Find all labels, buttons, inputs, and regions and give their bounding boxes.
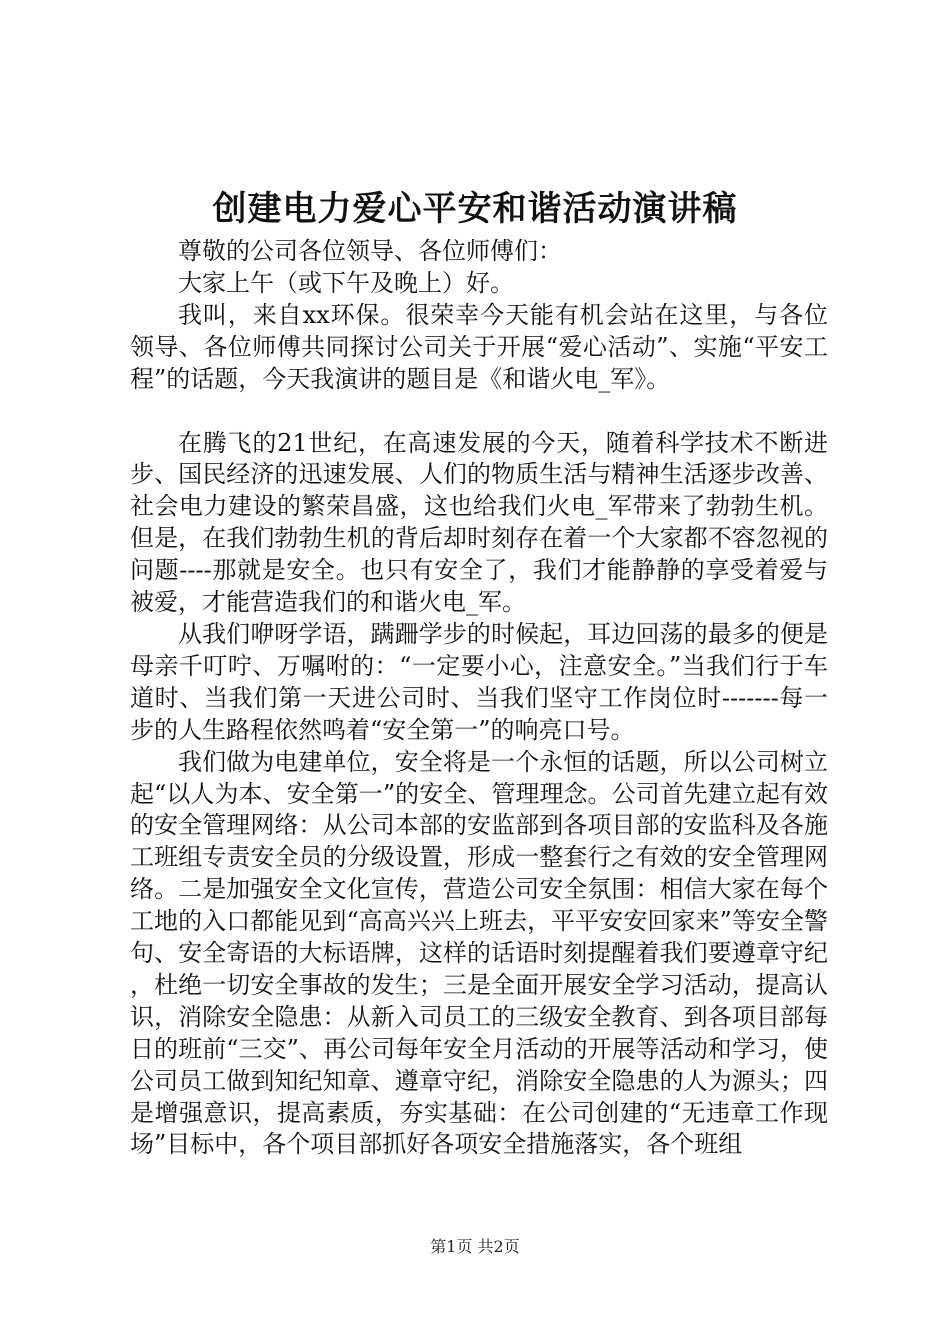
document-title: 创建电力爱心平安和谐活动演讲稿 — [212, 189, 738, 229]
greeting-paragraph: 大家上午（或下午及晚上）好。 — [178, 268, 514, 297]
body-paragraph: 从我们咿呀学语，蹒跚学步的时候起，耳边回荡的最多的便是母亲千叮咛、万嘱咐的：“一定要小心，注意安全。”当我们行于车道时、当我们第一天进公司时、当我们坚守工作岗位时-------每一步的人生路程依然鸣着“安全第一”的响亮口号。 — [130, 619, 828, 744]
body-paragraph: 我们做为电建单位，安全将是一个永恒的话题，所以公司树立起“以人为本、安全第一”的安全、管理理念。公司首先建立起有效的安全管理网络：从公司本部的安监部到各项目部的安监科及各施工班组专责安全员的分级设置，形成一整套行之有效的安全管理网络。二是加强安全文化宣传，营造公司安全氛围：相信大家在每个工地的入口都能见到“高高兴兴上班去，平平安安回家来”等安全警句、安全寄语的大标语牌，这样的话语时刻提醒着我们要遵章守纪，杜绝一切安全事故的发生；三是全面开展安全学习活动，提高认识，消除安全隐患：从新入司员工的三级安全教育、到各项目部每日的班前“三交”、再公司每年安全月活动的开展等活动和学习，使公司员工做到知纪知章、遵章守纪，消除安全隐患的人为源头；四是增强意识，提高素质，夯实基础：在公司创建的“无违章工作现场”目标中，各个项目部抓好各项安全措施落实，各个班组 — [130, 747, 828, 1159]
body-paragraph: 在腾飞的21世纪，在高速发展的今天，随着科学技术不断进步、国民经济的迅速发展、人们的物质生活与精神生活逐步改善、社会电力建设的繁荣昌盛，这也给我们火电_军带来了勃勃生机。但是，在我们勃勃生机的背后却时刻存在着一个大家都不容忽视的问题----那就是安全。也只有安全了，我们才能静静的享受着爱与被爱，才能营造我们的和谐火电_军。 — [130, 428, 828, 617]
document-body — [130, 236, 828, 1161]
intro-paragraph: 我叫，来自xx环保。很荣幸今天能有机会站在这里，与各位领导、各位师傅共同探讨公司关于开展“爱心活动”、实施“平安工程”的话题，今天我演讲的题目是《和谐火电_军》。 — [130, 300, 828, 393]
page-number-footer: 第1页 共2页 — [430, 1237, 520, 1256]
salutation-paragraph: 尊敬的公司各位领导、各位师傅们： — [178, 237, 562, 265]
